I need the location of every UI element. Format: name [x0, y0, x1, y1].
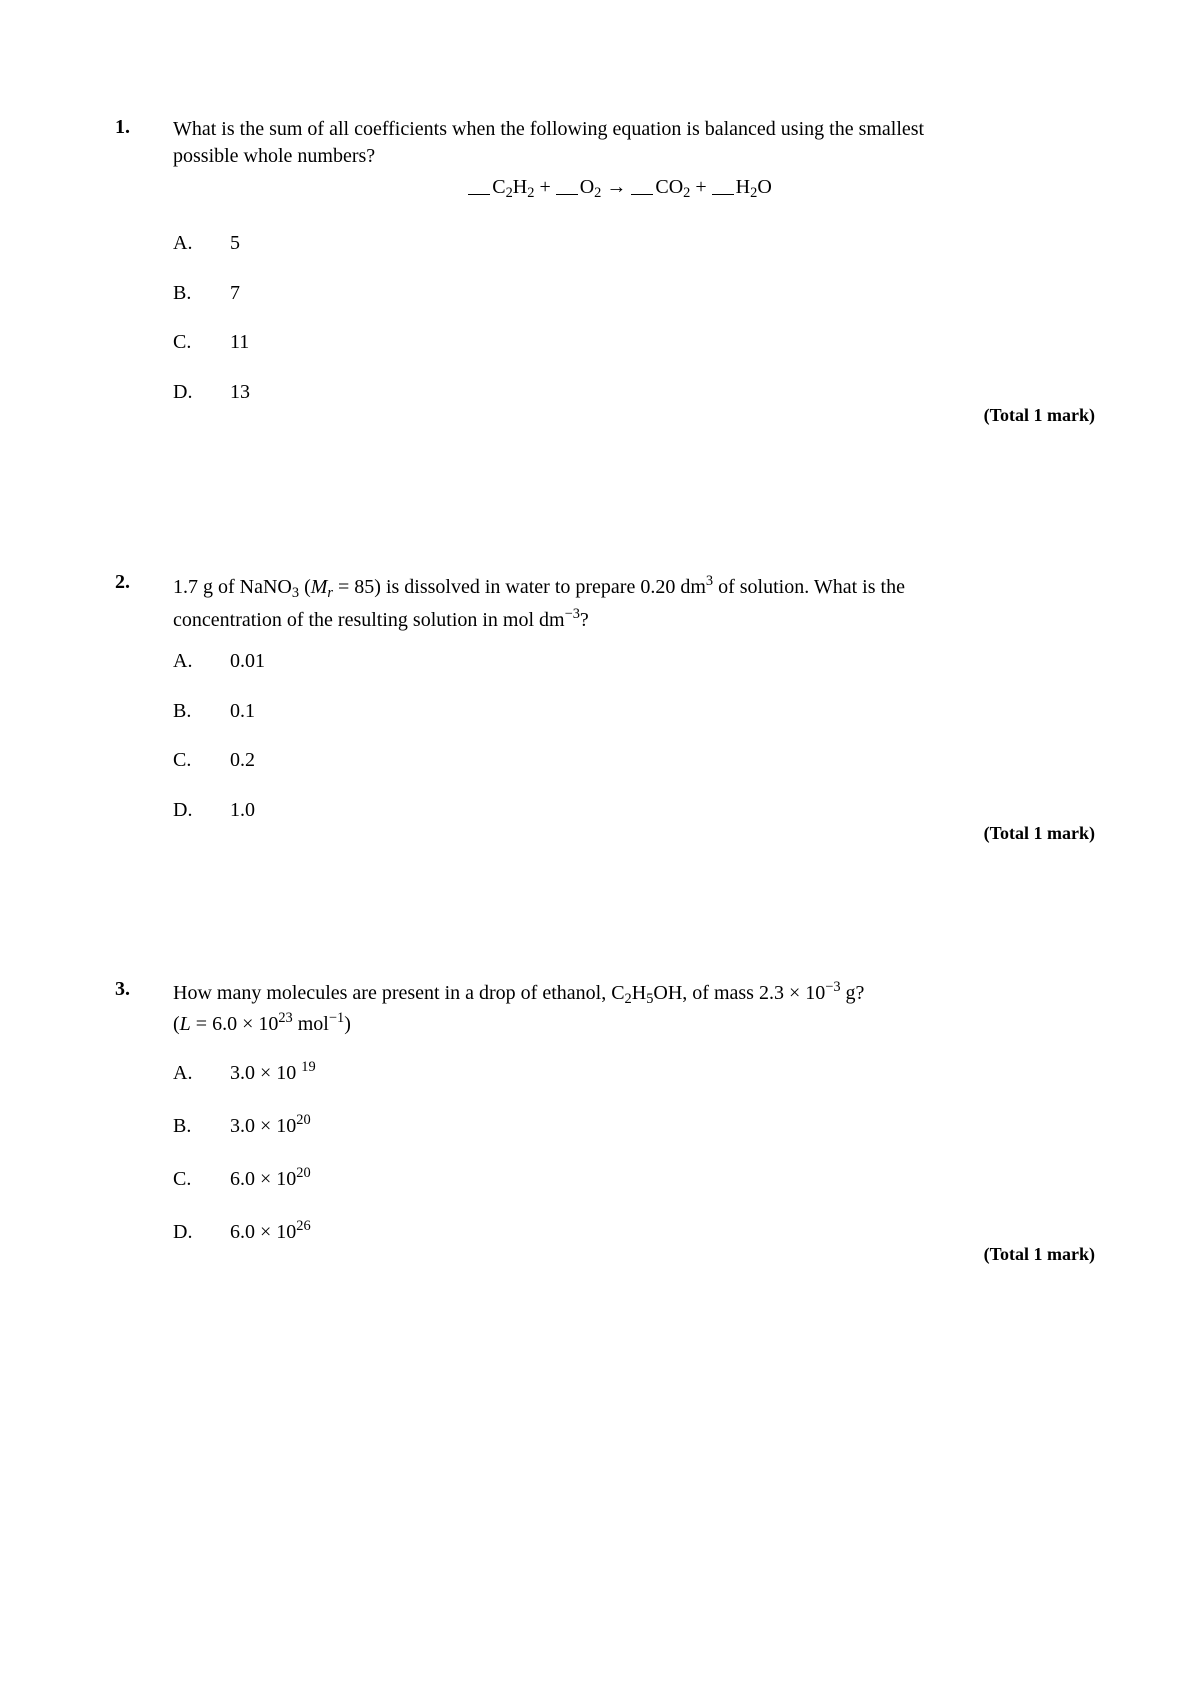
question-text [173, 978, 1053, 1040]
text-part: 1.7 g of NaNO [173, 576, 292, 598]
text-part: OH, of mass 2.3 × 10 [653, 982, 826, 1004]
text-part: of solution. What is the [713, 576, 905, 598]
superscript: −1 [328, 1010, 345, 1027]
option-letter: D. [173, 1221, 193, 1243]
question-text-line [173, 1009, 1053, 1040]
formula-part: H [735, 176, 751, 198]
option-value [230, 1165, 311, 1191]
option-value [230, 1218, 311, 1244]
option-value: 5 [230, 232, 240, 254]
option-letter: D. [173, 799, 193, 821]
superscript: 3 [705, 573, 714, 590]
option-base: 6.0 × 10 [230, 1221, 297, 1243]
question-number: 3. [115, 978, 130, 1000]
subscript: 2 [527, 185, 535, 202]
question-text-line [173, 571, 1053, 604]
option-value: 11 [230, 331, 250, 353]
subscript: 2 [750, 185, 758, 202]
formula-part: O [579, 176, 595, 198]
option-value: 7 [230, 282, 240, 304]
coefficient-blank [631, 193, 653, 195]
text-part: mol [292, 1013, 329, 1035]
formula-part: CO [655, 176, 684, 198]
option-letter: A. [173, 1062, 193, 1084]
question-text-line [173, 604, 1053, 637]
option-exponent: 26 [296, 1218, 311, 1235]
option-value: 0.2 [230, 749, 255, 771]
option-letter: B. [173, 282, 192, 304]
text-part: = 6.0 × 10 [190, 1013, 279, 1035]
option-letter: C. [173, 1168, 192, 1190]
formula-part: H [512, 176, 528, 198]
superscript: −3 [825, 979, 841, 996]
chemical-equation [115, 176, 1095, 202]
question-text-line [173, 978, 1053, 1009]
plus-sign: + [690, 176, 712, 198]
option-letter: C. [173, 331, 192, 353]
text-part: concentration of the resulting solution in mol dm [173, 609, 565, 631]
total-mark: (Total 1 mark) [983, 1244, 1095, 1264]
text-part: ) [344, 1013, 351, 1035]
question-text [173, 571, 1053, 637]
text-part: ( [173, 1013, 180, 1035]
subscript: 3 [291, 585, 300, 602]
option-exponent: 19 [301, 1059, 316, 1076]
formula-part: O [757, 176, 772, 198]
text-part: H [631, 982, 647, 1004]
option-base: 3.0 × 10 [230, 1062, 302, 1084]
text-part: = 85) is dissolved in water to prepare 0.20 dm [333, 576, 706, 598]
total-mark: (Total 1 mark) [983, 405, 1095, 425]
option-letter: D. [173, 381, 193, 403]
reaction-arrow: → [601, 176, 632, 198]
coefficient-blank [468, 193, 490, 195]
option-letter: C. [173, 749, 192, 771]
question-text-line: What is the sum of all coefficients when the following equation is balanced using the smallest [173, 118, 925, 140]
question-number: 1. [115, 116, 130, 138]
option-letter: B. [173, 700, 192, 722]
text-part: ? [579, 609, 589, 631]
option-letter: B. [173, 1115, 192, 1137]
option-value: 0.1 [230, 700, 255, 722]
option-value [230, 1059, 316, 1085]
formula-part: C [492, 176, 506, 198]
subscript: 2 [505, 185, 513, 202]
subscript: r [327, 585, 334, 602]
text-part: How many molecules are present in a drop of ethanol, C [173, 982, 625, 1004]
option-value [230, 1112, 311, 1138]
option-letter: A. [173, 232, 193, 254]
superscript: −3 [564, 606, 580, 623]
option-value: 13 [230, 381, 250, 403]
plus-sign: + [534, 176, 556, 198]
question-text [173, 116, 1053, 170]
option-base: 3.0 × 10 [230, 1115, 297, 1137]
total-mark: (Total 1 mark) [983, 823, 1095, 843]
question-text-line: possible whole numbers? [173, 145, 376, 167]
text-part: ( [299, 576, 311, 598]
text-part: g? [840, 982, 865, 1004]
subscript: 2 [594, 185, 602, 202]
option-value: 0.01 [230, 650, 265, 672]
option-exponent: 20 [296, 1165, 311, 1182]
option-base: 6.0 × 10 [230, 1168, 297, 1190]
question-number: 2. [115, 571, 130, 593]
subscript: 5 [646, 991, 654, 1008]
option-letter: A. [173, 650, 193, 672]
subscript: 2 [683, 185, 691, 202]
option-exponent: 20 [296, 1112, 311, 1129]
subscript: 2 [624, 991, 632, 1008]
coefficient-blank [712, 193, 734, 195]
text-part: M [310, 576, 328, 598]
text-part: L [179, 1013, 191, 1035]
coefficient-blank [556, 193, 578, 195]
superscript: 23 [278, 1010, 293, 1027]
option-value: 1.0 [230, 799, 255, 821]
